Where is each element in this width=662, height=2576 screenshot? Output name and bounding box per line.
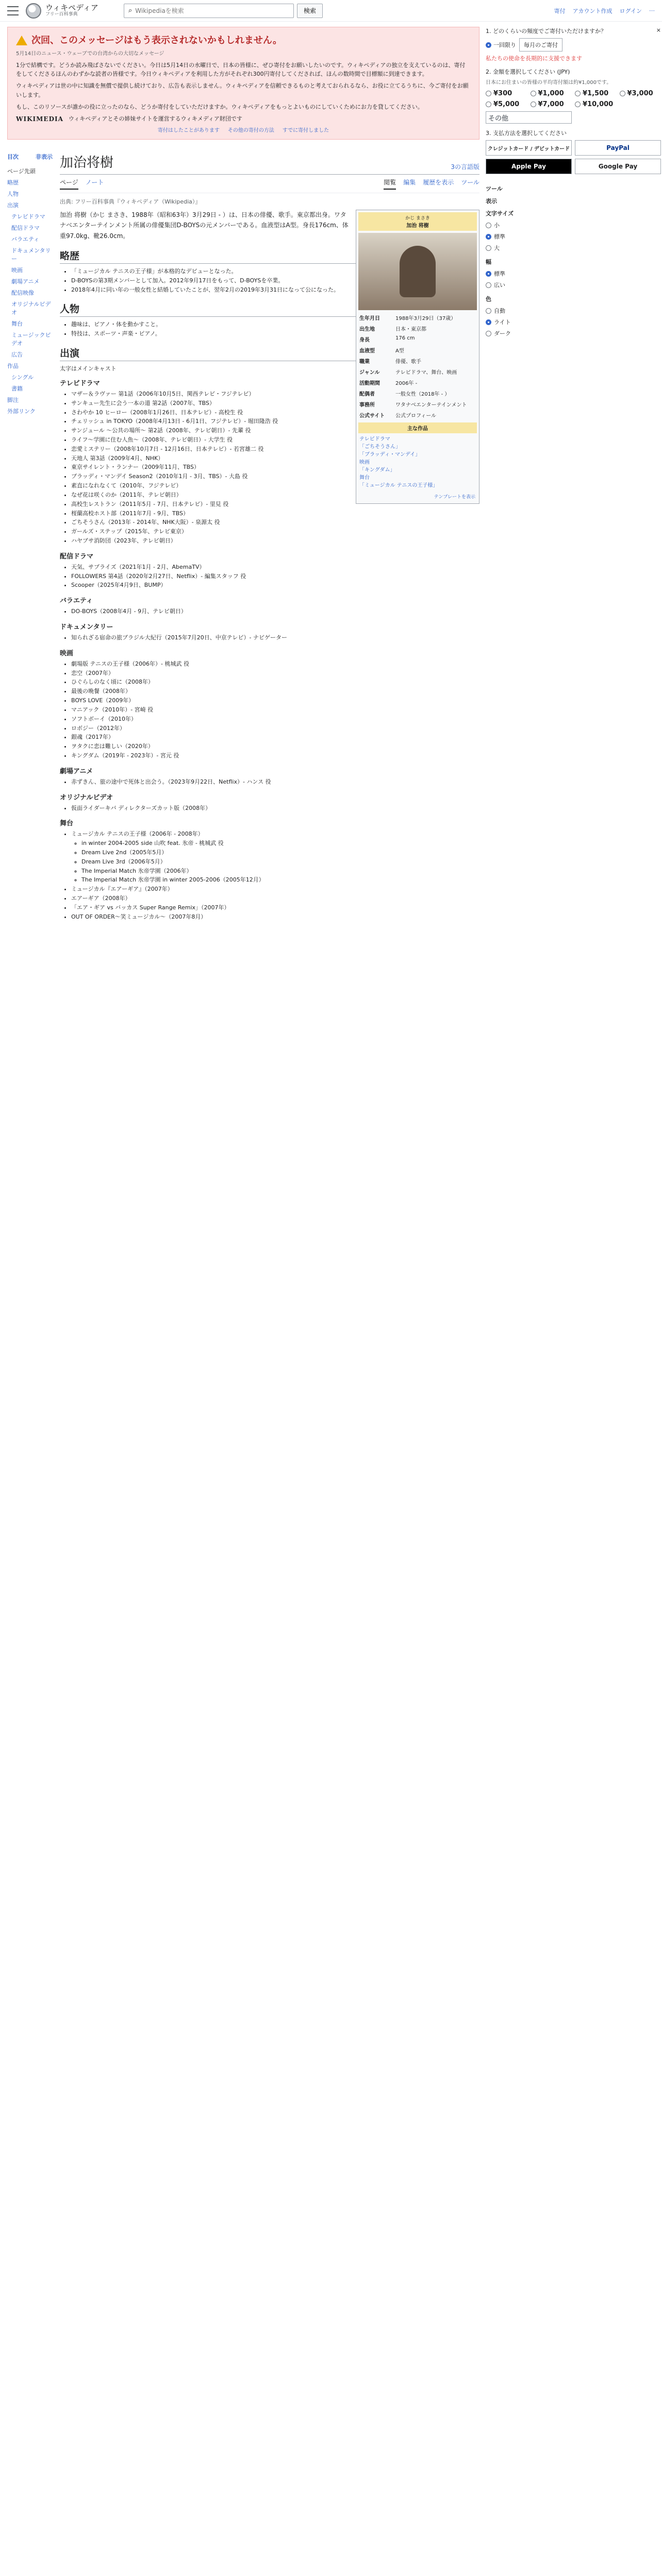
color-option[interactable]: ライト	[486, 316, 661, 328]
infobox-row: 身長 176 cm	[359, 335, 415, 343]
infobox-row: ジャンル テレビドラマ、舞台、映画	[359, 369, 457, 376]
tab-edit[interactable]: 編集	[403, 178, 416, 186]
list-item: • 桜蘭高校ホスト部（2011年7月 - 9月、TBS）	[71, 509, 479, 518]
text-size-header: 文字サイズ	[486, 210, 514, 217]
toc-item[interactable]: 配信ドラマ	[11, 224, 40, 231]
width-option[interactable]: 標準	[486, 268, 661, 279]
step-3-label: 3. 支払方法を選択してください	[486, 130, 567, 137]
ov-list	[60, 804, 479, 813]
banner-title: 次回、このメッセージはもう表示されないかもしれません。	[31, 35, 282, 46]
infobox-name: 加治 将樹	[406, 223, 429, 229]
wikipedia-globe-icon	[26, 3, 41, 19]
list-item: • 仮面ライダーキバ ディレクターズカット版（2008年）	[71, 804, 479, 813]
monthly-option[interactable]: 毎月のご寄付	[519, 38, 562, 52]
list-item: • マザー＆ラヴァー 第1話（2006年10月5日、関西テレビ・フジテレビ）	[71, 389, 479, 399]
more-options-icon[interactable]: ⋯	[649, 7, 655, 14]
color-option[interactable]: ダーク	[486, 328, 661, 339]
list-item: • ミュージカル テニスの王子様（2006年 - 2008年）	[71, 829, 479, 839]
once-option[interactable]: 一回限り	[486, 38, 516, 52]
tab-read[interactable]: 閲覧	[384, 178, 396, 190]
logo-title: ウィキペディア	[45, 3, 98, 13]
monthly-note: 私たちの使命を長期的に支援できます	[486, 55, 582, 62]
list-item: • エアーギア（2008年）	[71, 894, 479, 903]
infobox	[356, 210, 479, 504]
list-item: • OUT OF ORDER～笑ミュージカル～（2007年8月）	[71, 912, 479, 922]
appearance-header: 表示	[486, 198, 497, 205]
portrait-image[interactable]	[358, 233, 477, 310]
radio-icon	[486, 91, 491, 96]
search-input[interactable]	[135, 7, 289, 14]
radio-icon	[620, 91, 625, 96]
toc-hide-button[interactable]: 非表示	[36, 153, 53, 160]
toc-item[interactable]: 出演	[7, 201, 19, 209]
donation-form	[486, 22, 661, 922]
list-item: ◦ The Imperial Match 氷帝学園 in winter 2005-2006（2005年12月）	[81, 875, 479, 885]
radio-icon	[486, 245, 491, 251]
search-box	[124, 4, 294, 18]
article-content	[53, 147, 479, 922]
list-item: • Scooper（2025年4月9日、BUMP）	[71, 581, 479, 590]
radio-icon	[486, 271, 491, 277]
list-item: • ライフ～学園に住む人魚～（2008年、テレビ朝日）- 大学生 役	[71, 435, 479, 445]
list-item: • 銀魂（2017年）	[71, 733, 479, 742]
tab-page[interactable]: ページ	[60, 178, 78, 190]
toc-item[interactable]: 配信映像	[11, 289, 34, 296]
list-item: ◦ Dream Live 2nd（2005年5月）	[81, 848, 479, 857]
toc-item[interactable]: オリジナルビデオ	[11, 300, 51, 316]
amount-option[interactable]: ¥300	[486, 90, 527, 97]
stage-list	[60, 829, 479, 921]
toc-item[interactable]: 映画	[11, 266, 23, 274]
toc-item[interactable]: 略歴	[7, 179, 19, 186]
list-item: • BOYS LOVE（2009年）	[71, 696, 479, 705]
color-header: 色	[486, 296, 491, 303]
text-size-option[interactable]: 標準	[486, 231, 661, 242]
radio-icon	[486, 223, 491, 228]
toc-item[interactable]: 人物	[7, 190, 19, 197]
step-1-label: 1. どのくらいの頻度でご寄付いただけますか？	[486, 28, 606, 35]
color-option[interactable]: 自動	[486, 305, 661, 316]
infobox-row: 出生地 日本・東京都	[359, 326, 426, 332]
infobox-works[interactable]: テレビドラマ 「ごちそうさん」 「ブラッディ・マンデイ」 映画 「キングダム」 舞台 「ミュージカル テニスの王子様」	[359, 436, 438, 488]
list-item: • 趣味は、ピアノ・体を動かすこと。	[71, 320, 479, 329]
list-item: • ごちそうさん（2013年 - 2014年、NHK大阪）- 泉源太 役	[71, 518, 479, 527]
radio-icon	[575, 91, 581, 96]
fundraising-banner	[7, 27, 479, 140]
banner-paragraph-1: 1分で結構です。どうか読み飛ばさないでください。今日は5月14日の水曜日で、日本の皆様に、ぜひ寄付をお願いしたいのです。ウィキペディアの独立を支えているのは、寄付をしてくださるほんのわずかな読者の皆様です。今日ウィキペディアを利用した方がそれぞれ300円寄付してくだされば、ほんの数時間で目標額に到達できます。	[16, 62, 466, 78]
pay-google-button[interactable]: Google Pay	[575, 159, 661, 174]
list-item: ◦ The Imperial Match 氷帝学園（2006年）	[81, 867, 479, 876]
toc-header: 目次	[7, 153, 19, 160]
bold-note: 太字はメインキャスト	[60, 365, 117, 372]
banner-paragraph-2: ウィキペディアは世の中に知識を無償で提供し続けており、広告も表示しません。ウィキペディアを信頼できるものと考えておられるなら、お役に立てるうちに、今ご寄付をお願いします。	[16, 82, 469, 98]
toc-item[interactable]: シングル	[11, 374, 34, 381]
section-person: 人物	[60, 301, 479, 317]
list-item: • 特技は、スポーツ・声楽・ピアノ。	[71, 329, 479, 338]
radio-icon	[486, 308, 491, 314]
list-item: • ブラッディ・マンデイ Season2（2010年1月 - 3月、TBS）- 大島 役	[71, 472, 479, 481]
list-item: • なぜ花は咲くのか（2011年、テレビ朝日）	[71, 490, 479, 500]
list-item: • ロボジー（2012年）	[71, 724, 479, 733]
radio-icon	[486, 42, 491, 48]
tab-talk[interactable]: ノート	[85, 178, 104, 186]
list-item: • サンキュー先生に会う一本の道 第2話（2007年、TBS）	[71, 399, 479, 408]
toc-item[interactable]: ページ先頭	[7, 167, 36, 175]
movie-list	[60, 659, 479, 760]
wikimedia-brand: WIKIMEDIA	[16, 115, 63, 123]
infobox-row: 事務所 ワタナベエンターテインメント	[359, 402, 467, 408]
page-title: 加治将樹	[60, 155, 114, 171]
section-appearances: 出演	[60, 346, 479, 361]
list-item: • 天気、サプライズ（2021年1月 - 2月、AbemaTV）	[71, 563, 479, 572]
tab-history[interactable]: 履歴を表示	[423, 178, 454, 186]
anime-list	[60, 777, 479, 787]
section-tv-drama: テレビドラマ	[60, 379, 100, 387]
template-link[interactable]: テンプレートを表示	[434, 494, 475, 500]
list-item: • 知られざる宿命の旅ブラジル大紀行（2015年7月20日、中京テレビ）- ナビゲーター	[71, 633, 479, 642]
infobox-row: 血液型 A型	[359, 348, 404, 354]
donated-link[interactable]: すでに寄付しました	[282, 128, 329, 134]
radio-icon	[531, 101, 536, 107]
list-item: • チェリッシュ in TOKYO（2008年4月13日 - 6月1日、フジテレビ）- 堀田隆浩 役	[71, 417, 479, 426]
language-button[interactable]: 3の言語版	[451, 163, 479, 171]
tools-panel	[486, 184, 661, 339]
stream-list	[60, 563, 479, 590]
radio-icon	[486, 282, 491, 288]
list-item: • 素直になれなくて（2010年、フジテレビ）	[71, 481, 479, 490]
site-logo[interactable]	[26, 3, 124, 19]
list-item: • 「エア・ギア vs バッカス Super Range Remix」（2007年）	[71, 903, 479, 912]
already-donated-link[interactable]: 寄付はしたことがあります	[157, 128, 220, 134]
radio-icon	[486, 331, 491, 336]
main-menu-icon[interactable]	[7, 6, 19, 15]
search-icon: ⌕	[128, 7, 133, 14]
login-link[interactable]: ログイン	[619, 7, 642, 14]
infobox-row: 公式サイト 公式プロフィール	[359, 413, 436, 419]
close-icon[interactable]: ×	[656, 27, 661, 33]
step-2-note: 日本にお住まいの皆様の平均寄付額は約¥1,000です。	[486, 80, 612, 86]
warning-icon	[16, 36, 27, 45]
toc-item[interactable]: 広告	[11, 351, 23, 358]
list-item: • サンジュール ～公共の場所～ 第2話（2008年、テレビ朝日）- 先輩 役	[71, 426, 479, 435]
banner-subtitle: 5月14日のニュース・ウェーブでの台湾からの大切なメッセージ	[16, 50, 164, 57]
tab-tools[interactable]: ツール	[461, 178, 479, 186]
infobox-kana: かじ まさき	[405, 215, 430, 221]
doc-list	[60, 633, 479, 642]
list-item: ◦ Dream Live 3rd（2006年5月）	[81, 857, 479, 867]
section-career: 略歴	[60, 248, 479, 264]
list-item: • ガールズ・ステップ（2015年、テレビ東京）	[71, 527, 479, 536]
text-size-option[interactable]: 大	[486, 242, 661, 253]
list-item: • FOLLOWERS 第4話（2020年2月27日、Netflix）- 編集スタッフ 役	[71, 572, 479, 581]
lead-paragraph: 加治 将樹（かじ まさき、1988年（昭和63年）3月29日 - ）は、日本の俳優、歌手。東京都出身。ワタナベエンターテインメント所属の俳優集団D-BOYSの元メンバーである。血液型はA型。身長176cm、体重97.0kg、靴26.0cm。	[60, 211, 349, 240]
list-item: • 高校生レストラン（2011年5月 - 7月、日本テレビ）- 里見 役	[71, 500, 479, 509]
text-size-option[interactable]: 小	[486, 219, 661, 231]
infobox-works-header: 主な作品	[358, 422, 477, 433]
radio-icon	[531, 91, 536, 96]
toc-item[interactable]: 舞台	[11, 320, 23, 327]
toc-item[interactable]: 劇場アニメ	[11, 278, 40, 285]
other-ways-link[interactable]: その他の寄付の方法	[227, 128, 274, 134]
width-header: 幅	[486, 259, 491, 266]
list-item: • さわやか 10 ヒーロー（2008年1月26日、日本テレビ）- 高校生 役	[71, 408, 479, 417]
list-item: ◦ in winter 2004-2005 side 山吹 feat. 氷帝 - 桃城武 役	[81, 839, 479, 848]
pay-card-button[interactable]: クレジットカード / デビットカード	[486, 140, 572, 156]
list-item: • キングダム（2019年 - 2023年）- 宮元 役	[71, 751, 479, 760]
wikimedia-brand-sub: ウィキペディアとその姉妹サイトを運営するウィキメディア財団です	[68, 115, 242, 123]
article-source: 出典: フリー百科事典『ウィキペディア（Wikipedia）』	[60, 198, 201, 205]
list-item: • 天地人 第3話（2009年4月、NHK）	[71, 454, 479, 463]
section-documentary: ドキュメンタリー	[60, 623, 113, 632]
amount-option[interactable]: ¥3,000	[620, 90, 661, 97]
amount-option[interactable]: ¥10,000	[575, 100, 617, 108]
search-button[interactable]: 検索	[297, 4, 323, 18]
amount-option[interactable]: ¥5,000	[486, 100, 527, 108]
pay-apple-button[interactable]: Apple Pay	[486, 159, 572, 174]
infobox-row: 職業 俳優、歌手	[359, 359, 421, 365]
section-movie: 映画	[60, 649, 74, 657]
toc-item[interactable]: ドキュメンタリー	[11, 247, 51, 262]
infobox-row: 配偶者 一般女性（2018年 - ）	[359, 391, 450, 397]
list-item: • 最後の晩餐（2008年）	[71, 687, 479, 696]
list-item: • 2018年4月に同い年の一般女性と結婚していたことが、翌年2月の2019年3月31日になって公になった。	[71, 285, 479, 295]
section-streaming-drama: 配信ドラマ	[60, 552, 94, 561]
width-option[interactable]: 広い	[486, 279, 661, 291]
radio-icon	[486, 319, 491, 325]
list-item: • 劇場版 テニスの王子様（2006年）- 桃城武 役	[71, 659, 479, 669]
tools-header: ツール	[486, 185, 503, 193]
list-item: • マニアック（2010年）- 宮崎 役	[71, 705, 479, 715]
toc-item[interactable]: 作品	[7, 362, 19, 369]
table-of-contents	[7, 147, 53, 922]
toc-item[interactable]: ミュージックビデオ	[11, 331, 51, 347]
radio-icon	[486, 101, 491, 107]
list-item: • ハヤブサ消防団（2023年、テレビ朝日）	[71, 536, 479, 546]
list-item: • 東京サイレント・ランナー（2009年11月、TBS）	[71, 463, 479, 472]
section-variety: バラエティ	[60, 597, 93, 605]
logo-subtitle: フリー百科事典	[45, 11, 78, 17]
section-stage: 舞台	[60, 820, 74, 828]
list-item: • ミュージカル『エアーギア』（2007年）	[71, 885, 479, 894]
list-item: • 「ミュージカル テニスの王子様」が本格的なデビューとなった。	[71, 267, 479, 276]
create-account-link[interactable]: アカウント作成	[572, 7, 613, 14]
list-item: • 恋空（2007年）	[71, 669, 479, 678]
infobox-row: 活動期間 2006年 -	[359, 380, 418, 386]
list-item: • 恋愛ミステリー（2008年10月7日 - 12月16日、日本テレビ）- 若宮雄二 役	[71, 445, 479, 454]
list-item: • ソフトボーイ（2010年）	[71, 715, 479, 724]
toc-item[interactable]: バラエティ	[11, 235, 40, 243]
amount-option[interactable]: ¥7,000	[531, 100, 572, 108]
pay-paypal-button[interactable]: PayPal	[575, 140, 661, 156]
list-item: • ヲタクに恋は難しい（2020年）	[71, 742, 479, 751]
list-item: • ひぐらしのなく頃に（2008年）	[71, 677, 479, 687]
list-item: • DO-BOYS（2008年4月 - 9月、テレビ朝日）	[71, 607, 479, 616]
list-item: • 赤ずきん、旅の途中で死体と出会う。（2023年9月22日、Netflix）- ハンス 役	[71, 777, 479, 787]
donate-link[interactable]: 寄付	[554, 7, 566, 14]
list-item: • D-BOYSの第3期メンバーとして加入。2012年9月17日をもって、D-BOYSを卒業。	[71, 276, 479, 285]
toc-item[interactable]: 書籍	[11, 385, 23, 392]
toc-item[interactable]: 外部リンク	[7, 408, 36, 415]
variety-list	[60, 607, 479, 616]
radio-icon	[486, 234, 491, 240]
section-anime: 劇場アニメ	[60, 767, 93, 775]
radio-icon	[575, 101, 581, 107]
amount-option[interactable]: ¥1,000	[531, 90, 572, 97]
toc-item[interactable]: 脚注	[7, 396, 19, 403]
toc-item[interactable]: テレビドラマ	[11, 213, 45, 220]
amount-option[interactable]: ¥1,500	[575, 90, 617, 97]
section-original-video: オリジナルビデオ	[60, 793, 113, 802]
infobox-row: 生年月日 1988年3月29日（37歳）	[359, 315, 456, 321]
other-amount-input[interactable]: その他	[486, 111, 572, 124]
step-2-label: 2. 金額を選択してください (JPY)	[486, 69, 570, 76]
site-header	[0, 0, 662, 22]
banner-paragraph-3: もし、このリソースが誰かの役に立ったのなら、どうか寄付をしていただけますか。ウィキペディアをもっとよいものにしていくためにお力を貸してください。	[16, 103, 423, 110]
